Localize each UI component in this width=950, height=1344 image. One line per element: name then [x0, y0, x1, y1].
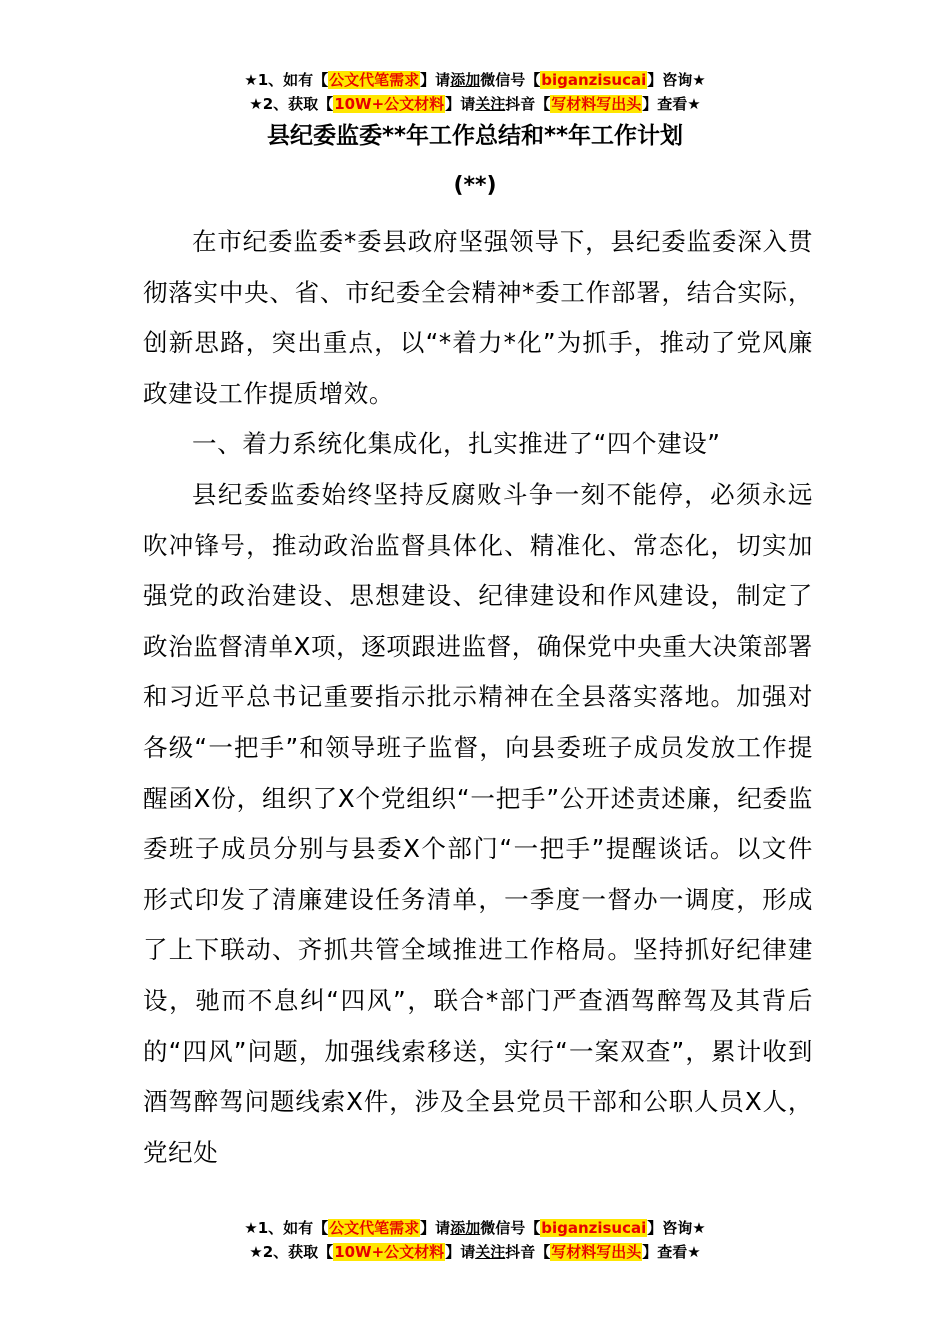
banner-text: ★2、获取【	[249, 95, 334, 113]
document-title: 县纪委监委**年工作总结和**年工作计划	[266, 123, 684, 149]
paragraph-intro: 在市纪委监委*委县政府坚强领导下，县纪委监委深入贯彻落实中央、省、市纪委全会精神*委工作部署，结合实际，创新思路，突出重点，以“*着力*化”为抓手，推动了党风廉政建设工作提质增效。	[143, 227, 813, 408]
banner-text: 】请	[445, 1243, 476, 1261]
document-body	[143, 217, 813, 1178]
banner-underline: 关注	[475, 95, 506, 113]
banner-text: 】请	[445, 95, 476, 113]
banner-text: ★1、如有【	[244, 71, 329, 89]
footer-banner	[0, 1216, 950, 1264]
banner-text: 】咨询★	[647, 71, 706, 89]
banner-highlight: biganzisucai	[541, 1219, 647, 1237]
banner-underline: 添加	[450, 1219, 481, 1237]
banner-highlight: 10W+公文材料	[334, 1243, 445, 1261]
banner-text: 抖音【	[505, 1243, 551, 1261]
banner-highlight: 写材料写出头	[551, 95, 642, 113]
banner-text: 】请	[420, 71, 451, 89]
banner-highlight: 10W+公文材料	[334, 95, 445, 113]
banner-highlight: 写材料写出头	[551, 1243, 642, 1261]
banner-highlight: 公文代笔需求	[329, 71, 420, 89]
banner-text: 】咨询★	[647, 1219, 706, 1237]
banner-line-2	[0, 92, 950, 116]
banner-line-1	[0, 1216, 950, 1240]
banner-line-2	[0, 1240, 950, 1264]
paragraph-section-1: 县纪委监委始终坚持反腐败斗争一刻不能停，必须永远吹冲锋号，推动政治监督具体化、精准化、常态化，切实加强党的政治建设、思想建设、纪律建设和作风建设，制定了政治监督清单X项，逐项跟进监督，确保党中央重大决策部署和习近平总书记重要指示批示精神在全县落实落地。加强对各级“一把手”和领导班子监督，向县委班子成员发放工作提醒函X份，组织了X个党组织“一把手”公开述责述廉，纪委监委班子成员分别与县委X个部门“一把手”提醒谈话。以文件形式印发了清廉建设任务清单，一季度一督办一调度，形成了上下联动、齐抓共管全域推进工作格局。坚持抓好纪律建设，驰而不息纠“四风”，联合*部门严查酒驾醉驾及其背后的“四风”问题，加强线索移送，实行“一案双查”，累计收到酒驾醉驾问题线索X件，涉及全县党员干部和公职人员X人，党纪处	[143, 479, 813, 1167]
banner-text: 微信号【	[480, 1219, 541, 1237]
banner-line-1	[0, 68, 950, 92]
banner-text: 微信号【	[480, 71, 541, 89]
banner-text: 】请	[420, 1219, 451, 1237]
banner-highlight: biganzisucai	[541, 71, 647, 89]
banner-text: ★1、如有【	[244, 1219, 329, 1237]
document-subtitle: (**)	[453, 173, 497, 198]
banner-text: ★2、获取【	[249, 1243, 334, 1261]
banner-text: 抖音【	[505, 95, 551, 113]
banner-text: 】查看★	[642, 95, 701, 113]
banner-text: 】查看★	[642, 1243, 701, 1261]
header-banner	[0, 68, 950, 116]
banner-underline: 添加	[450, 71, 481, 89]
banner-highlight: 公文代笔需求	[329, 1219, 420, 1237]
section-heading: 一、着力系统化集成化，扎实推进了“四个建设”	[192, 429, 721, 459]
banner-underline: 关注	[475, 1243, 506, 1261]
